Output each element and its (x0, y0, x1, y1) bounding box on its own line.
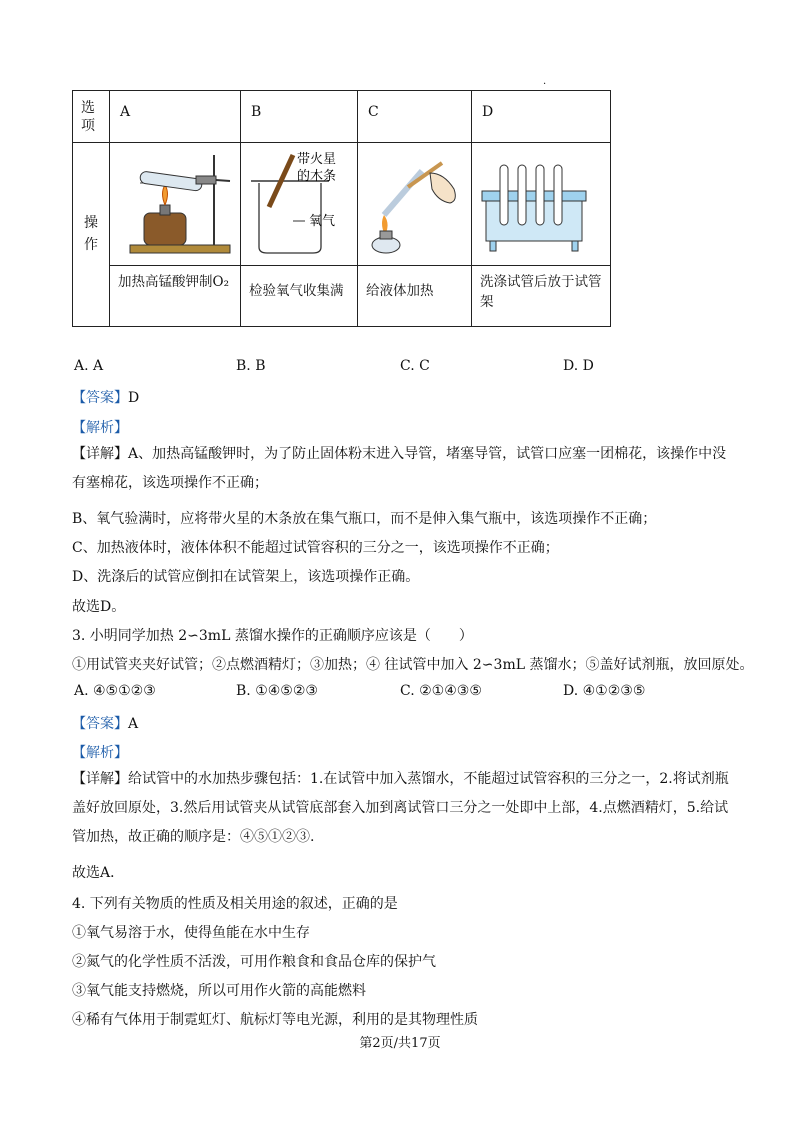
q2-option-b[interactable]: B. B (236, 358, 266, 374)
q4-stem: 4. 下列有关物质的性质及相关用途的叙述，正确的是 (72, 896, 398, 912)
q4-item-2: ②氮气的化学性质不活泼，可用作粮食和食品仓库的保护气 (72, 954, 436, 970)
heating-kmno4-figure (110, 143, 240, 265)
q2-conclusion: 故选D。 (72, 599, 126, 615)
options-table (72, 90, 611, 327)
col-d-header: D (472, 91, 611, 143)
q3-detail: 【详解】给试管中的水加热步骤包括：1.在试管中加入蒸馏水，不能超过试管容积的三分之一，2.将试剂瓶盖好放回原处，3.然后用试管夹从试管底部套入加到离试管口三分之一处即中上部，4.点燃酒精灯，5.给试管加热，故正确的顺序是：④⑤①②③. (72, 771, 729, 845)
q3-steps: ①用试管夹夹好试管；②点燃酒精灯；③加热；④ 往试管中加入 2∽3mL 蒸馏水；⑤盖好试剂瓶，放回原处。 (72, 657, 754, 673)
col-a-header: A (110, 91, 241, 143)
figure-b-cell (241, 143, 358, 266)
q3-option-a[interactable]: A. ④⑤①②③ (74, 683, 156, 699)
q2-detail-a: 【详解】A、加热高锰酸钾时，为了防止固体粉末进入导管，堵塞导管，试管口应塞一团棉花，该操作中没有塞棉花，该选项操作不正确； (72, 446, 727, 491)
q3-conclusion: 故选A． (72, 865, 125, 881)
figure-a-cell (110, 143, 241, 266)
figure-d-cell (472, 143, 611, 266)
col-c-header: C (358, 91, 472, 143)
header-label-cell: 选 项 (73, 91, 110, 143)
caption-d: 洗涤试管后放于试管架 (472, 266, 611, 327)
q3-option-c[interactable]: C. ②①④③⑤ (400, 683, 482, 699)
q4-item-1: ①氧气易溶于水，使得鱼能在水中生存 (72, 925, 310, 941)
q2-detail-c: C、加热液体时，液体体积不能超过试管容积的三分之一，该选项操作不正确； (72, 540, 559, 556)
q2-analysis-tag: 【解析】 (72, 420, 128, 436)
caption-b: 检验氧气收集满 (241, 266, 358, 327)
q4-item-4: ④稀有气体用于制霓虹灯、航标灯等电光源，利用的是其物理性质 (72, 1012, 478, 1028)
page-footer: 第2页/共17页 (359, 1036, 441, 1051)
q3-option-d[interactable]: D. ④①②③⑤ (563, 683, 646, 699)
oxygen-test-figure (241, 143, 357, 265)
heating-liquid-figure (358, 143, 471, 265)
caption-a: 加热高锰酸钾制O₂ (110, 266, 241, 327)
caption-c: 给液体加热 (358, 266, 472, 327)
q3-answer: 【答案】A (72, 716, 139, 732)
q4-item-3: ③氧气能支持燃烧，所以可用作火箭的高能燃料 (72, 983, 366, 999)
q2-answer: 【答案】D (72, 390, 140, 406)
q3-analysis-tag: 【解析】 (72, 745, 128, 761)
fig-b-label-3: 氧气 (309, 214, 336, 229)
fig-b-label-2: 的木条 (297, 169, 337, 184)
fig-b-label-1: 带火星 (297, 152, 337, 167)
page-mark: . (543, 76, 547, 87)
q2-detail-d: D、洗涤后的试管应倒扣在试管架上，该选项操作正确。 (72, 569, 420, 585)
q2-option-a[interactable]: A. A (74, 358, 104, 374)
q2-detail-b: B、氧气验满时，应将带火星的木条放在集气瓶口，而不是伸入集气瓶中，该选项操作不正确； (72, 511, 657, 527)
test-tube-rack-figure (472, 143, 610, 265)
col-b-header: B (241, 91, 358, 143)
q2-option-d[interactable]: D. D (563, 358, 594, 374)
q3-stem: 3. 小明同学加热 2∽3mL 蒸馏水操作的正确顺序应该是（ ） (72, 628, 473, 644)
q3-option-b[interactable]: B. ①④⑤②③ (236, 683, 318, 699)
figure-c-cell (358, 143, 472, 266)
q2-option-c[interactable]: C. C (400, 358, 430, 374)
operation-label-cell: 操 作 (73, 143, 110, 327)
